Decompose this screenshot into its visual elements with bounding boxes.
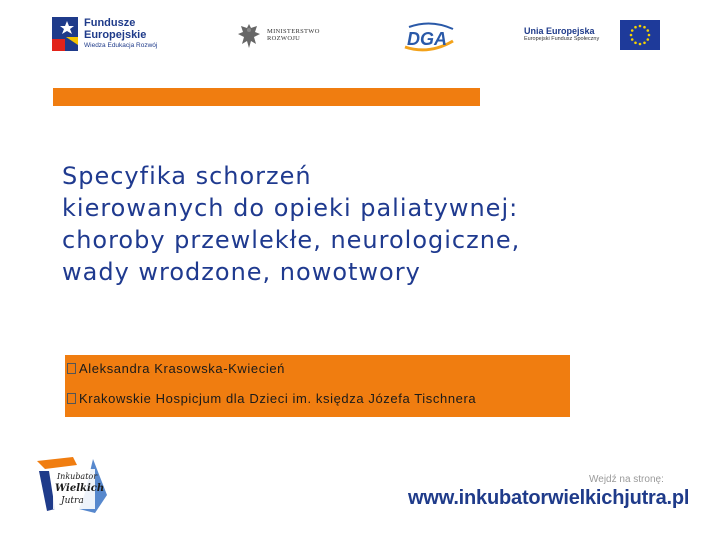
ue-line2: Europejski Fundusz Społeczny [524, 36, 600, 43]
website-label: Wejdź na stronę: [589, 474, 664, 485]
inkubator-text1: Inkubator [57, 472, 98, 481]
logo-strip [0, 0, 720, 70]
ue-line1: Unia Europejska [524, 26, 595, 36]
title-line-2: kierowanych do opieki paliatywnej: [62, 194, 519, 222]
author-institution: Krakowskie Hospicjum dla Dzieci im. księdza Józefa Tischnera [79, 391, 477, 406]
author-name: Aleksandra Krasowska-Kwiecień [79, 361, 285, 376]
author-box [65, 355, 570, 417]
author-name-row [67, 361, 285, 376]
title-line-3: choroby przewlekłe, neurologiczne, [62, 226, 521, 254]
slide-title [62, 160, 662, 288]
inkubator-logo [35, 455, 110, 515]
fundusze-europejskie-logo [52, 15, 182, 55]
inkubator-text3: Jutra [61, 496, 84, 506]
dga-logo [401, 21, 457, 53]
eagle-emblem-icon [237, 22, 261, 50]
fundusze-line1: Fundusze [84, 17, 136, 29]
bullet-icon [67, 363, 76, 374]
fundusze-line3: Wiedza Edukacja Rozwój [84, 42, 158, 50]
eu-flag-icon [620, 20, 660, 50]
title-line-4: wady wrodzone, nowotwory [62, 258, 421, 286]
fundusze-line2: Europejskie [84, 28, 147, 41]
bullet-icon [67, 393, 76, 404]
title-line-1: Specyfika schorzeń [62, 162, 312, 190]
website-url-link[interactable]: www.inkubatorwielkichjutra.pl [408, 487, 690, 509]
inkubator-text2: Wielkich [55, 483, 105, 494]
ministerstwo-line2: ROZWOJU [267, 35, 301, 43]
ministerstwo-rozwoju-logo [237, 20, 337, 54]
dga-mark-icon [401, 21, 457, 53]
inkubator-emblem-icon [35, 455, 110, 515]
fundusze-star-icon [52, 15, 78, 53]
accent-bar [53, 88, 480, 106]
author-institution-row [67, 391, 476, 406]
ministerstwo-line1: MINISTERSTWO [267, 28, 320, 35]
unia-europejska-logo [524, 20, 664, 54]
dga-text: DGA [407, 29, 447, 49]
